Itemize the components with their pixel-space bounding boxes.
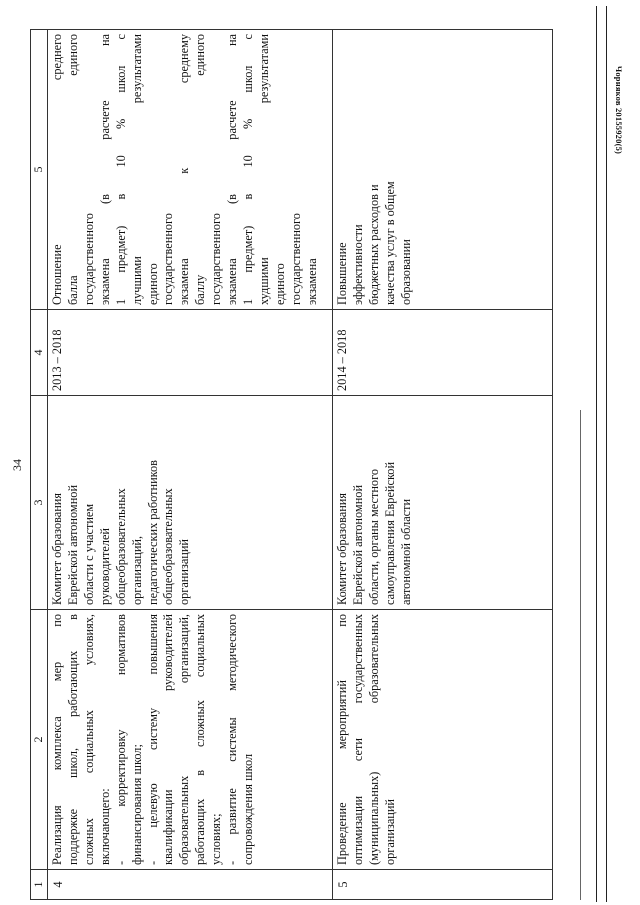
result-line: государственного [289, 213, 304, 305]
activity-line: оптимизации сети государственных [350, 614, 365, 865]
result-line: баллу единого [193, 34, 208, 305]
result-line: единого [145, 263, 160, 305]
result-line: экзамена (в расчете на [97, 34, 112, 305]
executor-line: организаций [177, 538, 192, 605]
executor-line: области с участием [81, 503, 96, 605]
header-col-5: 5 [31, 30, 48, 310]
header-col-3: 3 [31, 396, 48, 610]
result-line: экзамена к среднему [177, 34, 192, 305]
executor-line: области, органы местного [366, 469, 381, 605]
activity-line: - корректировку нормативов [113, 614, 128, 865]
activity-cell [332, 610, 552, 870]
header-col-1: 1 [31, 870, 48, 900]
executor-line: руководителей [97, 528, 112, 605]
rotated-page [10, 30, 575, 900]
executor-line: Еврейской автономной [350, 484, 365, 605]
period-cell: 2013 – 2018 [47, 310, 332, 396]
table-row [332, 30, 552, 900]
result-line: качества услуг в общем [382, 181, 397, 305]
result-line: лучшими результатами [129, 34, 144, 305]
table-row [47, 30, 332, 900]
result-line: балла единого [65, 34, 80, 305]
executor-cell [332, 396, 552, 610]
result-line: Повышение [334, 242, 349, 305]
activity-line: организаций [382, 798, 397, 865]
registration-stamp [612, 40, 626, 180]
row-number: 5 [332, 870, 552, 900]
result-line: худшими результатами [257, 34, 272, 305]
result-line: образовании [398, 239, 413, 305]
result-line: Отношение среднего [49, 34, 64, 305]
result-line: экзамена (в расчете на [225, 34, 240, 305]
result-cell [332, 30, 552, 310]
activity-line: включающего: [97, 788, 112, 865]
result-cell [47, 30, 332, 310]
activity-line: поддержке школ, работающих в [65, 614, 80, 865]
executor-line: Комитет образования [49, 492, 64, 605]
scan-edge-line [580, 410, 581, 900]
activity-cell [47, 610, 332, 870]
executor-line: автономной области [398, 498, 413, 605]
activity-line: - целевую систему повышения [145, 614, 160, 865]
executor-line: общеобразовательных [113, 488, 128, 605]
activity-line: - развитие системы методического [225, 614, 240, 865]
result-line: 1 предмет) в 10 % школ с [113, 34, 128, 305]
activity-line: Проведение мероприятий по [334, 614, 349, 865]
executor-line: Еврейской автономной [65, 484, 80, 605]
executor-line: общеобразовательных [161, 488, 176, 605]
period-cell: 2014 – 2018 [332, 310, 552, 396]
result-line: эффективности [350, 224, 365, 305]
scan-border-strip [596, 6, 607, 902]
activity-line: условиях; [209, 813, 224, 865]
executor-line: Комитет образования [334, 492, 349, 605]
header-col-2: 2 [31, 610, 48, 870]
activity-line: образовательных организаций, [177, 614, 192, 865]
activity-line: сложных социальных условиях, [81, 614, 96, 865]
executor-line: самоуправления Еврейской [382, 461, 397, 605]
activity-line: квалификации руководителей [161, 614, 176, 865]
result-line: государственного [161, 213, 176, 305]
page-number: 34 [10, 459, 24, 471]
executor-line: организаций, [129, 535, 144, 605]
header-col-4: 4 [31, 310, 48, 396]
row-number: 4 [47, 870, 332, 900]
header-row [31, 30, 48, 900]
activity-line: (муниципальных) образовательных [366, 614, 381, 865]
activity-line: финансирования школ; [129, 744, 144, 865]
executor-cell [47, 396, 332, 610]
result-line: единого [273, 263, 288, 305]
activity-line: сопровождения школ [241, 753, 256, 865]
measures-table [30, 29, 553, 900]
activity-line: работающих в сложных социальных [193, 614, 208, 865]
result-line: бюджетных расходов и [366, 184, 381, 305]
result-line: государственного [209, 213, 224, 305]
result-line: государственного [81, 213, 96, 305]
executor-line: педагогических работников [145, 460, 160, 605]
result-line: экзамена [305, 258, 320, 305]
activity-line: Реализация комплекса мер по [49, 614, 64, 865]
stamp-text: Чорняков 20155920(5) [614, 65, 624, 155]
result-line: 1 предмет) в 10 % школ с [241, 34, 256, 305]
